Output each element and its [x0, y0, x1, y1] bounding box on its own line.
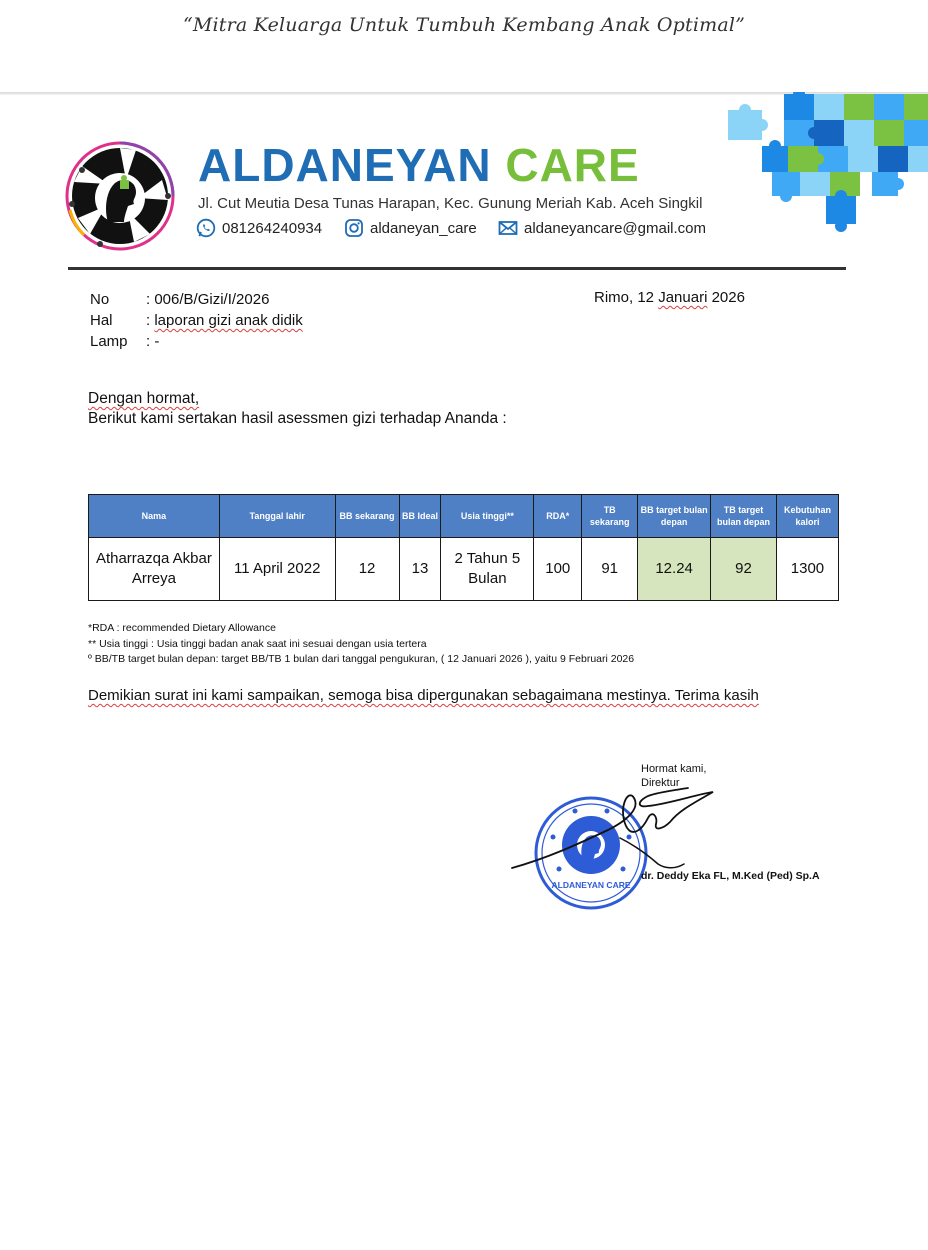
nutrition-table — [88, 494, 839, 601]
phone-number: 081264240934 — [222, 219, 323, 237]
meta-row-no — [90, 289, 303, 310]
greeting-line1: Dengan hormat, — [88, 390, 200, 407]
table-header-cell: Tanggal lahir — [219, 495, 335, 538]
brand-name-part1: ALDANEYAN — [198, 139, 492, 191]
signature-regards: Hormat kami, — [641, 763, 707, 775]
table-header-cell: Kebutuhan kalori — [776, 495, 838, 538]
cell-nama: Atharrazqa Akbar Arreya — [89, 538, 220, 601]
meta-hal-prefix: : — [146, 312, 155, 329]
cell-bb-sekarang: 12 — [335, 538, 399, 601]
greeting — [88, 389, 507, 429]
cell-tb-target: 92 — [711, 538, 777, 601]
table-header-cell: BB sekarang — [335, 495, 399, 538]
table-header-cell: Nama — [89, 495, 220, 538]
meta-hal-label: Hal — [90, 312, 113, 329]
note-target: º BB/TB target bulan depan: target BB/TB 1 bulan dari tanggal pengukuran, ( 12 Januari 2026 ), yaitu 9 Februari 2026 — [88, 653, 635, 665]
date-prefix: Rimo, 12 — [594, 289, 655, 306]
letter-date — [594, 289, 745, 306]
email-contact — [498, 218, 706, 238]
table-header-cell: Usia tinggi** — [441, 495, 534, 538]
meta-no-value: : 006/B/Gizi/I/2026 — [146, 291, 270, 308]
cell-bb-ideal: 13 — [399, 538, 441, 601]
table-header-cell: BB target bulan depan — [638, 495, 711, 538]
stamp-text: ALDANEYAN CARE — [551, 880, 631, 890]
letter-meta — [90, 289, 303, 352]
cell-bb-target: 12.24 — [638, 538, 711, 601]
meta-hal-value: laporan gizi anak didik — [154, 312, 303, 329]
instagram-icon — [344, 218, 364, 238]
whatsapp-icon — [196, 218, 216, 238]
meta-no-label: No — [90, 291, 110, 308]
signatory-name: dr. Deddy Eka FL, M.Ked (Ped) Sp.A — [641, 870, 820, 882]
note-usia-tinggi: ** Usia tinggi : Usia tinggi badan anak saat ini sesuai dengan usia tertera — [88, 637, 427, 650]
brand-name — [198, 138, 640, 192]
table-header-cell: TB target bulan depan — [711, 495, 777, 538]
table-header-cell: TB sekarang — [582, 495, 638, 538]
table-header-row — [89, 495, 839, 538]
meta-row-lamp — [90, 331, 303, 352]
cell-usia-tinggi: 2 Tahun 5 Bulan — [441, 538, 534, 601]
signature-title: Direktur — [641, 777, 680, 789]
aldaneyan-logo — [64, 140, 176, 252]
handwritten-signature — [508, 778, 723, 878]
date-year: 2026 — [711, 289, 745, 306]
email-address: aldaneyancare@gmail.com — [524, 219, 706, 237]
mail-icon — [498, 218, 518, 238]
cell-tanggal-lahir: 11 April 2022 — [219, 538, 335, 601]
tagline: “Mitra Keluarga Untuk Tumbuh Kembang Anak Optimal” — [182, 14, 746, 36]
meta-lamp-label: Lamp — [90, 333, 128, 350]
brand-name-part2: CARE — [505, 139, 640, 191]
date-month: Januari — [658, 289, 708, 306]
note-rda: *RDA : recommended Dietary Allowance — [88, 622, 276, 634]
meta-row-hal — [90, 310, 303, 331]
instagram-handle: aldaneyan_care — [370, 219, 477, 237]
table-row — [89, 538, 839, 601]
greeting-line2: Berikut kami sertakan hasil asessmen gizi terhadap Ananda : — [88, 410, 507, 427]
instagram-contact — [344, 218, 477, 238]
closing-text: Demikian surat ini kami sampaikan, semoga bisa dipergunakan sebagaimana mestinya. Terima kasih — [88, 687, 759, 704]
table-header-cell: RDA* — [534, 495, 582, 538]
header-divider — [68, 267, 846, 270]
cell-tb-sekarang: 91 — [582, 538, 638, 601]
cell-rda: 100 — [534, 538, 582, 601]
table-header-cell: BB Ideal — [399, 495, 441, 538]
cell-kalori: 1300 — [776, 538, 838, 601]
table-notes — [88, 621, 634, 668]
phone-contact — [196, 218, 322, 238]
address: Jl. Cut Meutia Desa Tunas Harapan, Kec. Gunung Meriah Kab. Aceh Singkil — [198, 195, 703, 212]
meta-lamp-value: : - — [146, 333, 160, 350]
puzzle-decoration — [722, 92, 928, 232]
